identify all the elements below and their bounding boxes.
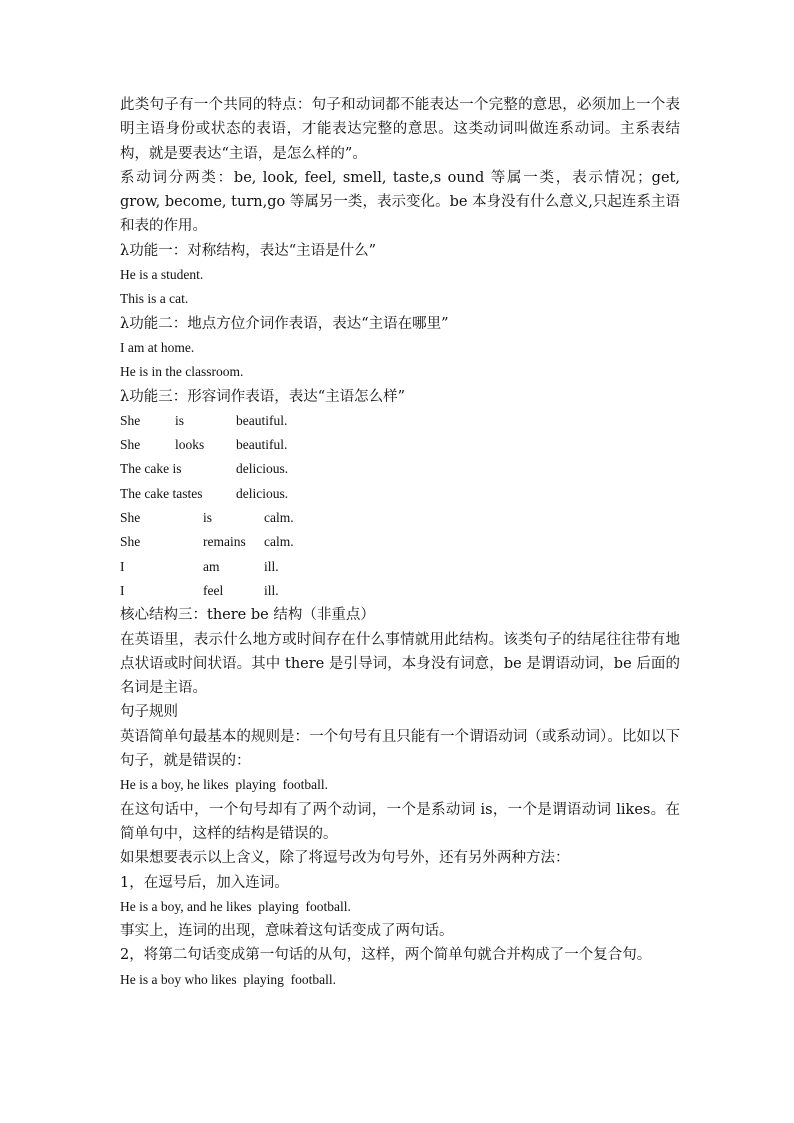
function-three-heading: λ功能三：形容词作表语，表达“主语怎么样”: [120, 388, 406, 405]
verb: remains: [203, 534, 246, 550]
example-row: [120, 579, 680, 603]
example-sentence: He is in the classroom.: [120, 364, 244, 380]
paragraph-conjunction-note: 事实上，连词的出现，意味着这句话变成了两句话。: [120, 923, 454, 940]
core-structure-three-heading: 核心结构三：there be 结构（非重点）: [120, 607, 375, 624]
example-row: [120, 457, 680, 481]
predicative: beautiful.: [236, 437, 288, 453]
example-sentence: This is a cat.: [120, 291, 189, 307]
example-sentence-wrong: He is a boy, he likes playing football.: [120, 777, 328, 793]
section-title-sentence-rules: 句子规则: [120, 704, 178, 721]
verb: feel: [203, 582, 224, 598]
example-sentence: He is a boy, and he likes playing football.: [120, 898, 351, 914]
predicative: delicious.: [236, 485, 289, 501]
example-row: [120, 409, 680, 433]
method-one: 1，在逗号后，加入连词。: [120, 874, 289, 891]
predicative: calm.: [264, 510, 294, 526]
example-sentence: I am at home.: [120, 339, 195, 355]
adjective-predicate-examples: [120, 409, 680, 603]
subject: She: [120, 534, 141, 550]
paragraph-explanation: 在这句话中，一个句号却有了两个动词，一个是系动词 is，一个是谓语动词 likes。在简单句中，这样的结构是错误的。: [120, 801, 680, 842]
function-two-heading: λ功能二：地点方位介词作表语，表达“主语在哪里”: [120, 315, 449, 332]
predicative: ill.: [264, 582, 279, 598]
method-two: 2，将第二句话变成第一句话的从句，这样，两个简单句就合并构成了一个复合句。: [120, 947, 652, 964]
subject: The cake is: [120, 461, 182, 477]
predicative: ill.: [264, 558, 279, 574]
paragraph-methods: 如果想要表示以上含义，除了将逗号改为句号外，还有另外两种方法：: [120, 850, 570, 867]
example-row: [120, 555, 680, 579]
verb: looks: [175, 437, 205, 453]
example-row: [120, 433, 680, 457]
example-row: [120, 506, 680, 530]
example-sentence: He is a student.: [120, 267, 204, 283]
example-sentence: He is a boy who likes playing football.: [120, 971, 336, 987]
example-row: [120, 482, 680, 506]
paragraph-intro: 此类句子有一个共同的特点：句子和动词都不能表达一个完整的意思，必须加上一个表明主语身份或状态的表语，才能表达完整的意思。这类动词叫做连系动词。主系表结构，就是要表达“主语，是怎么样的”。: [120, 97, 680, 162]
subject: The cake tastes: [120, 485, 203, 501]
subject: She: [120, 510, 141, 526]
predicative: delicious.: [236, 461, 289, 477]
paragraph-linking-verbs: 系动词分两类：be, look, feel, smell, taste,s ound 等属一类，表示情况；get, grow, become, turn,go 等属另一类，表示变化。be 本身没有什么意义,只起连系主语和表的作用。: [120, 169, 680, 235]
document-body: [120, 93, 680, 992]
subject: I: [120, 558, 125, 574]
verb: is: [175, 412, 185, 428]
paragraph-rule: 英语简单句最基本的规则是：一个句号有且只能有一个谓语动词（或系动词）。比如以下句子，就是错误的：: [120, 728, 680, 770]
paragraph-there-be: 在英语里，表示什么地方或时间存在什么事情就用此结构。该类句子的结尾往往带有地点状语或时间状语。其中 there 是引导词，本身没有词意，be 是谓语动词，be 后面的名词是主语。: [120, 631, 680, 697]
verb: am: [203, 558, 220, 574]
example-row: [120, 530, 680, 554]
predicative: calm.: [264, 534, 294, 550]
subject: She: [120, 437, 141, 453]
predicative: beautiful.: [236, 412, 288, 428]
subject: I: [120, 582, 125, 598]
subject: She: [120, 412, 141, 428]
verb: is: [203, 510, 213, 526]
function-one-heading: λ功能一：对称结构，表达“主语是什么”: [120, 242, 377, 259]
